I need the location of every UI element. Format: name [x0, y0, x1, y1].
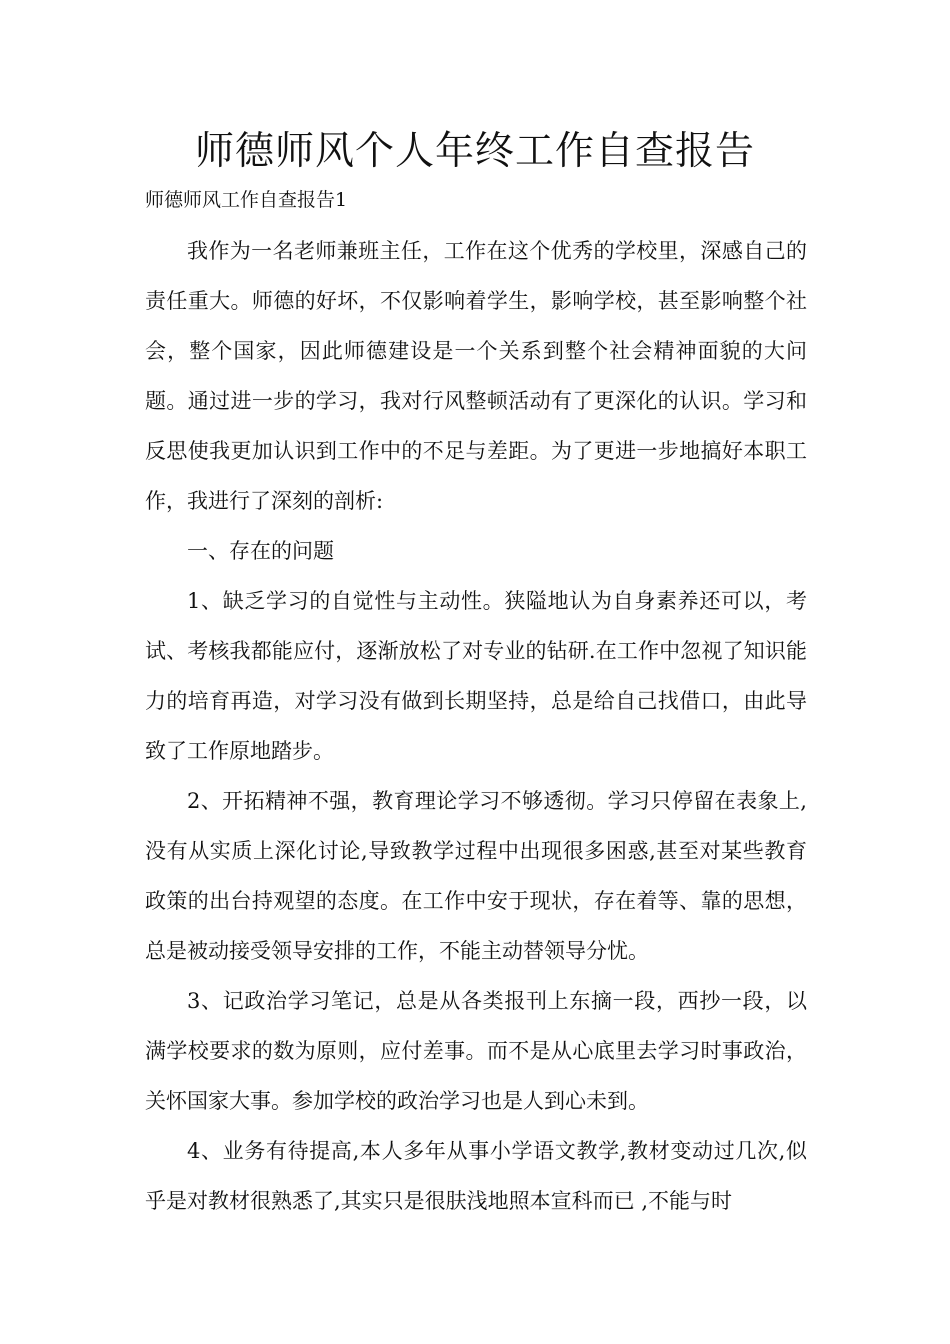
paragraph-item-3: 3、记政治学习笔记，总是从各类报刊上东摘一段，西抄一段，以满学校要求的数为原则，应付差事。而不是从心底里去学习时事政治，关怀国家大事。参加学校的政治学习也是人到心未到。: [145, 989, 807, 1113]
paragraph-intro: 我作为一名老师兼班主任，工作在这个优秀的学校里，深感自己的责任重大。师德的好坏，不仅影响着学生，影响学校，甚至影响整个社会，整个国家，因此师德建设是一个关系到整个社会精神面貌的大问题。通过进一步的学习，我对行风整顿活动有了更深化的认识。学习和反思使我更加认识到工作中的不足与差距。为了更进一步地搞好本职工作，我进行了深刻的剖析:: [145, 239, 807, 513]
paragraph-item-2: 2、开拓精神不强，教育理论学习不够透彻。学习只停留在表象上,没有从实质上深化讨论,导致教学过程中出现很多困惑,甚至对某些教育政策的出台持观望的态度。在工作中安于现状，存在着等、靠的思想，总是被动接受领导安排的工作，不能主动替领导分忧。: [145, 789, 807, 963]
document-body: [145, 226, 807, 1226]
paragraph-item-4: 4、业务有待提高,本人多年从事小学语文教学,教材变动过几次,似乎是对教材很熟悉了,其实只是很肤浅地照本宣科而已 ,不能与时: [145, 1139, 807, 1213]
document-subtitle: 师德师风工作自查报告1: [145, 189, 348, 211]
paragraph-item-1: 1、缺乏学习的自觉性与主动性。狭隘地认为自身素养还可以，考试、考核我都能应付，逐渐放松了对专业的钻研.在工作中忽视了知识能力的培育再造，对学习没有做到长期坚持，总是给自己找借口，由此导致了工作原地踏步。: [145, 589, 807, 763]
document-title: 师德师风个人年终工作自查报告: [194, 129, 755, 174]
section-heading-problems: 一、存在的问题: [187, 539, 334, 563]
